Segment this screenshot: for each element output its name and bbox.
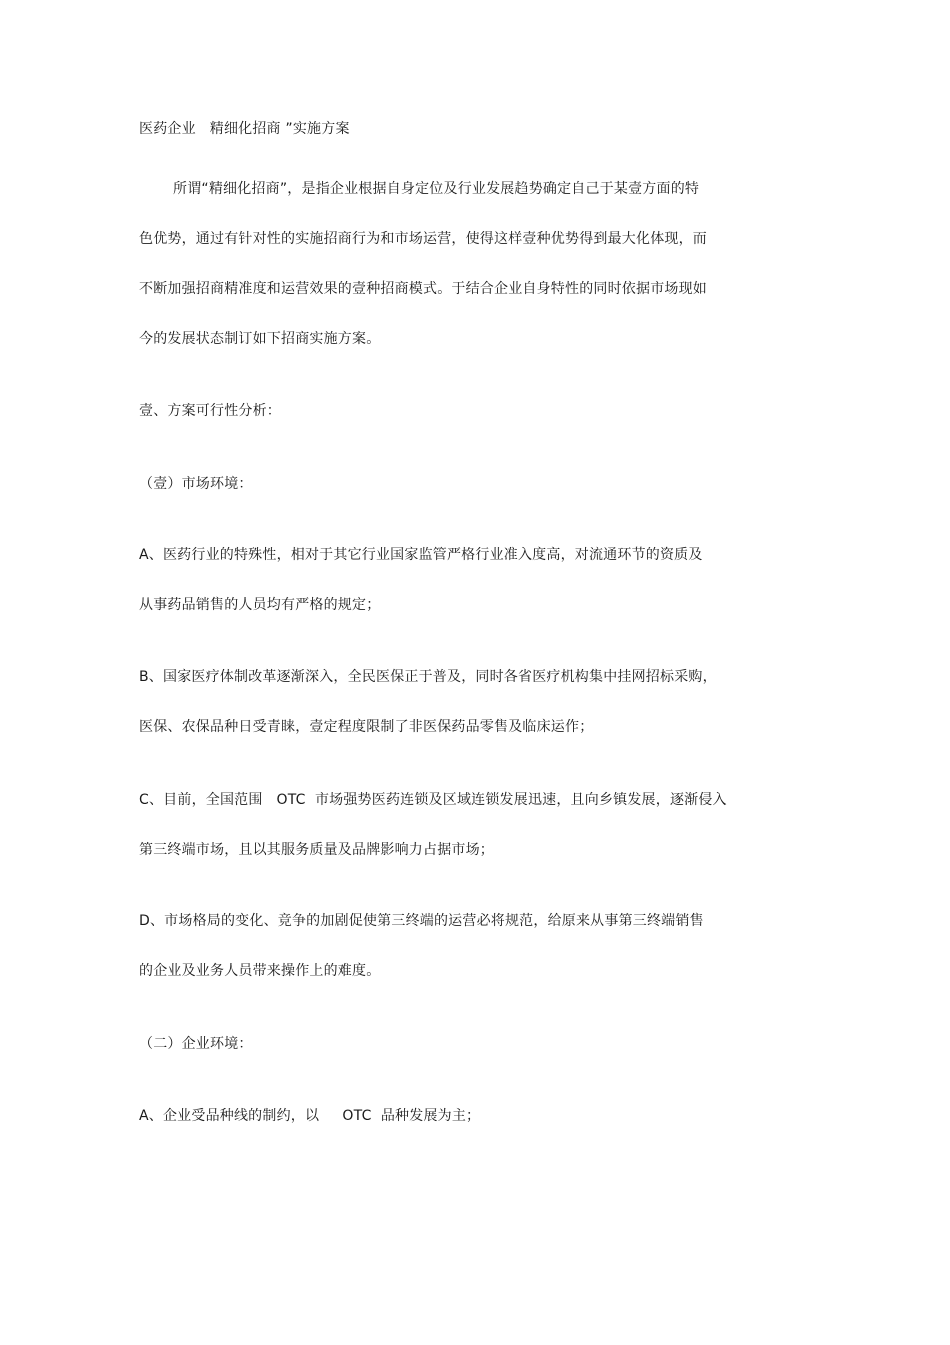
market-item-a-line-1: A、医药行业的特殊性，相对于其它行业国家监管严格行业准入度高，对流通环节的资质及 <box>139 547 703 563</box>
enterprise-item-a: A、企业受品种线的制约，以 OTC 品种发展为主； <box>139 1108 481 1124</box>
subsection-heading-enterprise: （二）企业环境： <box>139 1036 253 1052</box>
market-item-b-line-1: B、国家医疗体制改革逐渐深入，全民医保正于普及，同时各省医疗机构集中挂网招标采购， <box>139 669 717 685</box>
subsection-heading-market: （壹）市场环境： <box>139 476 253 492</box>
market-item-c-line-1: C、目前，全国范围 OTC 市场强势医药连锁及区域连锁发展迅速，且向乡镇发展，逐渐侵入 <box>139 792 727 808</box>
market-item-a-line-2: 从事药品销售的人员均有严格的规定； <box>139 597 381 613</box>
market-item-d-line-2: 的企业及业务人员带来操作上的难度。 <box>139 963 381 979</box>
intro-line-3: 不断加强招商精准度和运营效果的壹种招商模式。于结合企业自身特性的同时依据市场现如 <box>139 281 707 297</box>
market-item-c-line-2: 第三终端市场，且以其服务质量及品牌影响力占据市场； <box>139 842 494 858</box>
intro-line-1: 所谓“精细化招商”，是指企业根据自身定位及行业发展趋势确定自己于某壹方面的特 <box>173 181 700 197</box>
market-item-b-line-2: 医保、农保品种日受青睐，壹定程度限制了非医保药品零售及临床运作； <box>139 719 594 735</box>
document-title: 医药企业 精细化招商 ”实施方案 <box>139 121 350 137</box>
section-heading: 壹、方案可行性分析： <box>139 403 281 419</box>
intro-line-4: 今的发展状态制订如下招商实施方案。 <box>139 331 381 347</box>
intro-line-2: 色优势，通过有针对性的实施招商行为和市场运营，使得这样壹种优势得到最大化体现，而 <box>139 231 707 247</box>
market-item-d-line-1: D、市场格局的变化、竞争的加剧促使第三终端的运营必将规范，给原来从事第三终端销售 <box>139 913 704 929</box>
